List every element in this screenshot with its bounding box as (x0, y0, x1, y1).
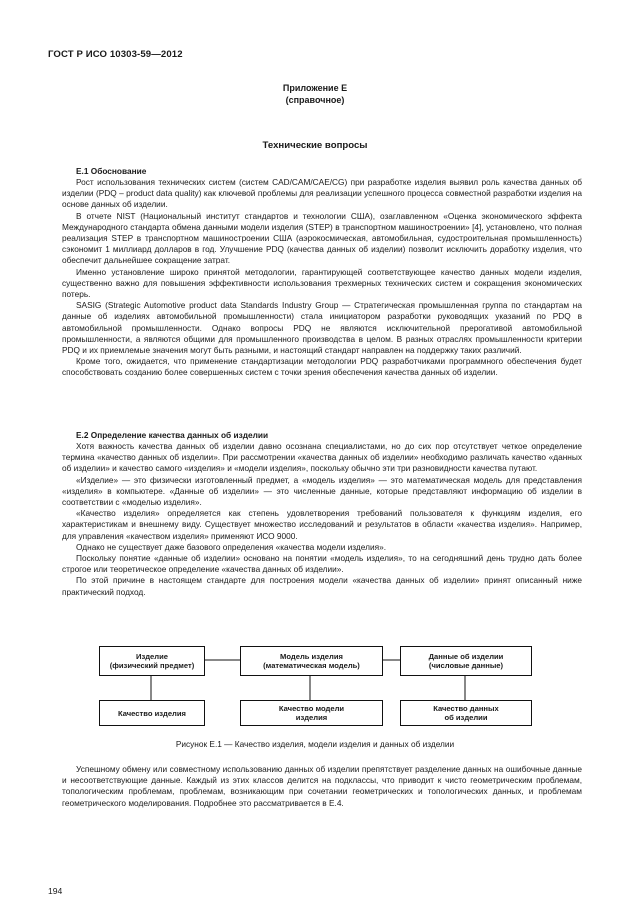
product-quality-box (99, 700, 205, 726)
model-quality-box (240, 700, 383, 726)
box-label: Качество данных (433, 704, 499, 713)
box-label: Качество изделия (118, 708, 186, 718)
box-sublabel: изделия (295, 713, 328, 722)
paragraph: «Качество изделия» определяется как степень удовлетворения требований пользователя к функциям изделия, его характеристикам и внешнему виду. Существует множество исследований и результатов в области «качества изделия». Например, для управления «качеством изделия» применяют ИСО 9000. (62, 508, 582, 541)
paragraph: Хотя важность качества данных об изделии давно осознана специалистами, но до сих пор отсутствует четкое определение термина «качество данных об изделии». При рассмотрении «качества данных об изделии» необходимо различать качество «данных об изделии» и качество самого «изделия» и «модели изделия», поскольку обычно эти три разновидности качества путают. (62, 441, 582, 474)
section-e1-body (62, 177, 582, 379)
figure-caption: Рисунок Е.1 — Качество изделия, модели изделия и данных об изделии (175, 739, 455, 749)
paragraph: «Изделие» — это физически изготовленный предмет, а «модель изделия» — это математическая модель для представления «изделия» в компьютере. «Данные об изделии» — это численные данные, которые представляют информацию об изделии в соответствии с «моделью изделия». (62, 474, 582, 508)
figure-e1-diagram (0, 638, 630, 738)
box-sublabel: (числовые данные) (428, 661, 504, 670)
section-heading-e1: Е.1 Обоснование (76, 166, 147, 176)
box-label: Модель изделия (280, 652, 343, 661)
annex-subtitle: (справочное) (285, 95, 345, 105)
page-title: Технические вопросы (262, 140, 368, 151)
paragraph: Рост использования технических систем (систем CAD/CAM/CAE/CG) при разработке изделия выявил роль качества данных об изделии (PDQ – product data quality) как ключевой проблемы для реализации успешного процесса совместной разработки изделия на основе данных об изделии. (62, 177, 582, 210)
section-e2-body (62, 441, 582, 598)
product-model-box (240, 646, 383, 676)
paragraph: Именно установление широко принятой методологии, гарантирующей соответствующее качество данных модели изделия, существенно важно для повышения эффективности использования трехмерных технических систем и сокращения экономических потерь. (62, 266, 582, 300)
section-heading-e2: Е.2 Определение качества данных об изделии (76, 430, 269, 440)
box-sublabel: об изделии (444, 713, 488, 722)
box-label: Данные об изделии (428, 652, 504, 661)
closing-body (62, 764, 582, 809)
paragraph: Однако не существует даже базового определения «качества модели изделия». (76, 541, 386, 552)
box-label: Изделие (135, 652, 168, 661)
paragraph: SASIG (Strategic Automotive product data Standards Industry Group — Стратегическая промышленная группа по стандартам на данные об изделиях автомобильной промышленности) стала инициатором разработки руководящих указаний по PDQ в автомобильной промышленности. Однако вопросы PDQ не являются исключительной прерогативой автомобильной промышленности, а являются общими для промышленного производства в целом. В разных отраслях промышленности критерии PDQ и их приемлемые значения могут быть разными, и настоящий стандарт направлен на поддержку таких различий. (62, 300, 582, 356)
data-quality-box (400, 700, 532, 726)
page-number: 194 (48, 886, 63, 896)
standard-code-header: ГОСТ Р ИСО 10303-59—2012 (48, 49, 183, 60)
product-box (99, 646, 205, 676)
box-sublabel: (математическая модель) (263, 661, 360, 670)
box-label: Качество модели (278, 704, 345, 713)
paragraph: В отчете NIST (Национальный институт стандартов и технологии США), озаглавленном «Оценка экономического эффекта Международного стандарта обмена данными модели изделия (STEP) в транспортном машиностроении» [4], установлено, что полная реализация STEP в транспортном машиностроении США (аэрокосмическая, автомобильная, судостроительная промышленность) сэкономит 1 миллиард долларов в год. Улучшение PDQ (качества данных об изделии) позволит исключить доработку изделия, что обеспечит дальнейшее сокращение затрат. (62, 210, 582, 266)
box-sublabel: (физический предмет) (109, 661, 195, 670)
paragraph: Кроме того, ожидается, что применение стандартизации методологии PDQ разработчиками программного обеспечения будет способствовать созданию более совершенных систем с точки зрения обеспечения качества данных об изделии. (62, 356, 582, 378)
product-data-box (400, 646, 532, 676)
paragraph: Поскольку понятие «данные об изделии» основано на понятии «модель изделия», то на сегодняшний день трудно дать более строгое или теоретическое определение «качества данных об изделии». (62, 553, 582, 575)
annex-title: Приложение Е (282, 83, 348, 93)
paragraph: Успешному обмену или совместному использованию данных об изделии препятствует разделение данных на ошибочные данные и несоответствующие данные. Каждый из этих классов делится на подклассы, что приводит к чисто геометрическим проблемам, топологическим проблемам, проблемам, возникающим при сочетании геометрических и топологических данных, и проблемам геометрического моделирования. Подробнее это рассматривается в Е.4. (62, 764, 582, 808)
paragraph: По этой причине в настоящем стандарте для построения модели «качества данных об изделии» принят описанный ниже практический подход. (62, 575, 582, 597)
